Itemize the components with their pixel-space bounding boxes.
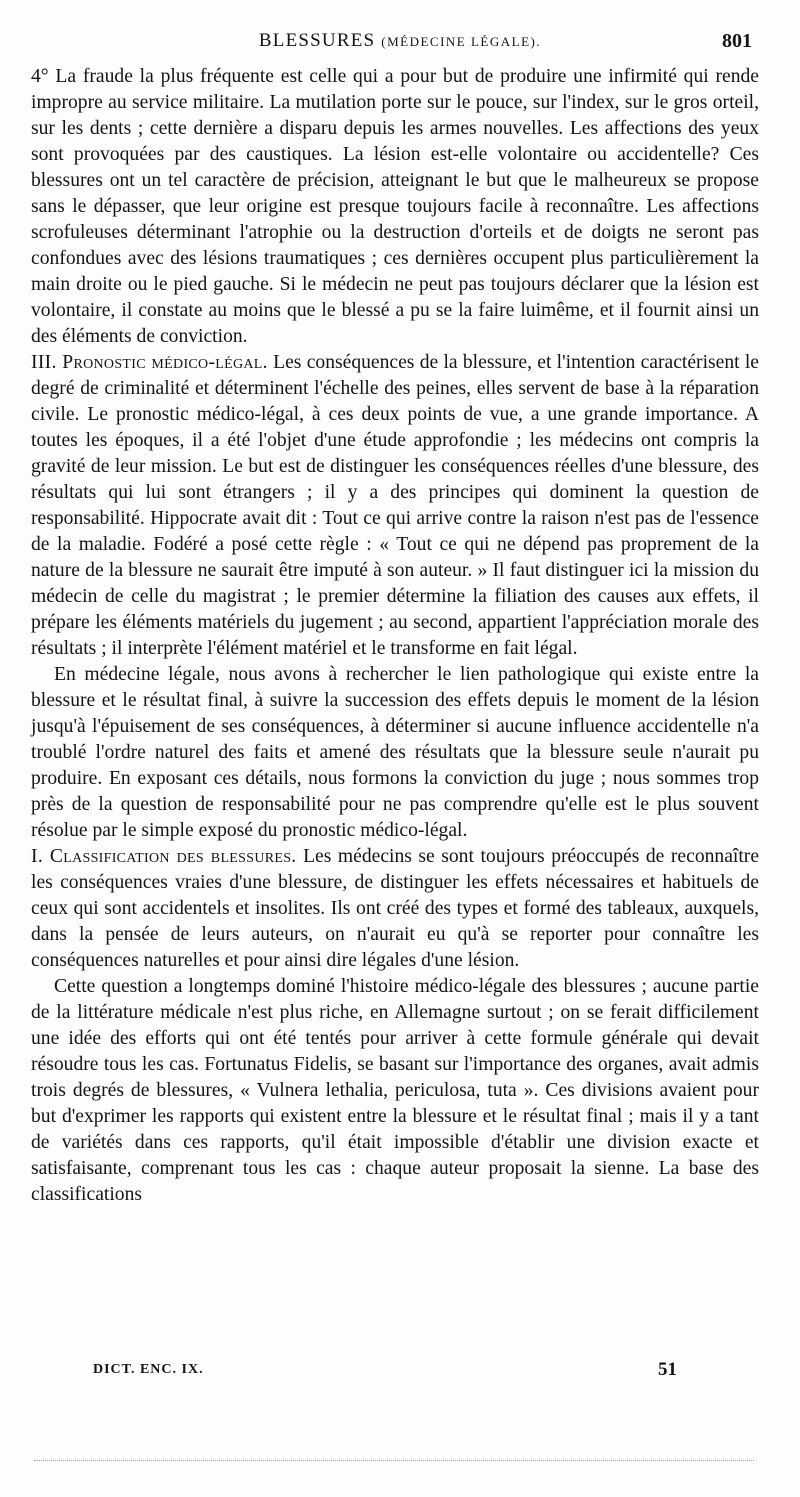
paragraph-text: Les conséquences de la blessure, et l'intention caractérisent le degré de criminalité et déterminent l'échelle des peines, elles servent de base à la réparation civile. Le pronostic médico-légal, à ces deux points de vue, a une grande importance. A toutes les époques, il a été l'objet d'une étude approfondie ; les médecins ont compris la gravité de leur mission. Le but est de distinguer les conséquences réelles d'une blessure, des résultats qui lui sont étrangers ; il y a des principes qui dominent la question de responsabilité. Hippocrate avait dit : Tout ce qui arrive contre la raison n'est pas de l'essence de la maladie. Fodéré a posé cette règle : « Tout ce qui ne dépend pas proprement de la nature de la blessure ne saurait être imputé à son auteur. » Il faut distinguer ici la mission du médecin de celle du magistrat ; le premier détermine la filiation des causes aux effets, il prépare les éléments matériels du jugement ; au second, appartient l'appréciation morale des résultats ; il interprète l'élément matériel et le transforme en fait légal.	[31, 352, 759, 659]
paragraph-fraude	[31, 64, 759, 350]
signature-number: 51	[658, 1359, 677, 1380]
paragraph-text: En médecine légale, nous avons à rechercher le lien pathologique qui existe entre la blessure et le résultat final, à suivre la succession des effets depuis le moment de la lésion jusqu'à l'épuisement de ses conséquences, à déterminer si aucune influence accidentelle n'a troublé l'ordre naturel des faits et amené des résultats que la blessure seule n'aurait pu produire. En exposant ces détails, nous formons la conviction du juge ; nous sommes trop près de la question de responsabilité pour ne pas comprendre qu'elle est le plus souvent résolue par le simple exposé du pronostic médico-légal.	[31, 664, 759, 841]
page-number: 801	[722, 30, 752, 52]
section-heading-pronostic: III. Pronostic médico-légal.	[31, 352, 268, 373]
paragraph-text: 4° La fraude la plus fréquente est celle qui a pour but de produire une infirmité qui rende impropre au service militaire. La mutilation porte sur le pouce, sur l'index, sur le gros orteil, sur les dents ; cette dernière a disparu depuis les armes nouvelles. Les affections des yeux sont provoquées par des caustiques. La lésion est-elle volontaire ou accidentelle? Ces blessures ont un tel caractère de précision, atteignant le but que le malheureux se propose sans le dépasser, que leur origine est presque toujours facile à reconnaître. Les affections scrofuleuses déterminant l'atrophie ou la destruction d'orteils et de doigts ne seront pas confondues avec des lésions traumatiques ; ces dernières occupent plus particulièrement la main droite ou le pied gauche. Si le médecin ne peut pas toujours déclarer que la lésion est volontaire, il constate au moins que le blessé a pu se la faire luimême, et il fournit ainsi un des éléments de conviction.	[31, 66, 759, 347]
paragraph-text: Cette question a longtemps dominé l'histoire médico-légale des blessures ; aucune partie de la littérature médicale n'est plus riche, en Allemagne surtout ; on se ferait difficilement une idée des efforts qui ont été tentés pour arriver à cette formule générale qui devait résoudre tous les cas. Fortunatus Fidelis, se basant sur l'importance des organes, avait admis trois degrés de blessures, « Vulnera lethalia, periculosa, tuta ». Ces divisions avaient pour but d'exprimer les rapports qui existent entre la blessure et le résultat final ; mais il y a tant de variétés dans ces rapports, qu'il était impossible d'établir une division exacte et satisfaisante, comprenant tous les cas : chaque auteur proposait la sienne. La base des classifications	[31, 976, 759, 1205]
printer-signature: DICT. ENC. IX.	[93, 1362, 204, 1377]
paragraph-classification	[31, 844, 759, 974]
paragraph-medecine-legale	[31, 662, 759, 844]
running-title	[200, 30, 600, 52]
paragraph-text: Les médecins se sont toujours préoccupés de reconnaître les conséquences vraies d'une blessure, de distinguer les effets nécessaires et habituels de ceux qui sont accidentels et insolites. Ils ont créé des types et formé des tableaux, auxquels, dans la pensée de leurs auteurs, on n'aurait eu qu'à se reporter pour connaître les conséquences naturelles et pour ainsi dire légales d'une lésion.	[31, 846, 760, 971]
section-heading-classification: I. Classification des blessures.	[31, 846, 297, 867]
page-footer	[0, 1359, 800, 1386]
paragraph-pronostic	[31, 350, 759, 662]
bottom-dotted-rule	[34, 1460, 754, 1461]
header-title: BLESSURES	[258, 30, 376, 51]
running-head	[0, 30, 800, 58]
paragraph-histoire	[31, 974, 759, 1208]
header-subtitle: (MÉDECINE LÉGALE).	[381, 34, 542, 49]
body-text	[31, 64, 759, 1208]
